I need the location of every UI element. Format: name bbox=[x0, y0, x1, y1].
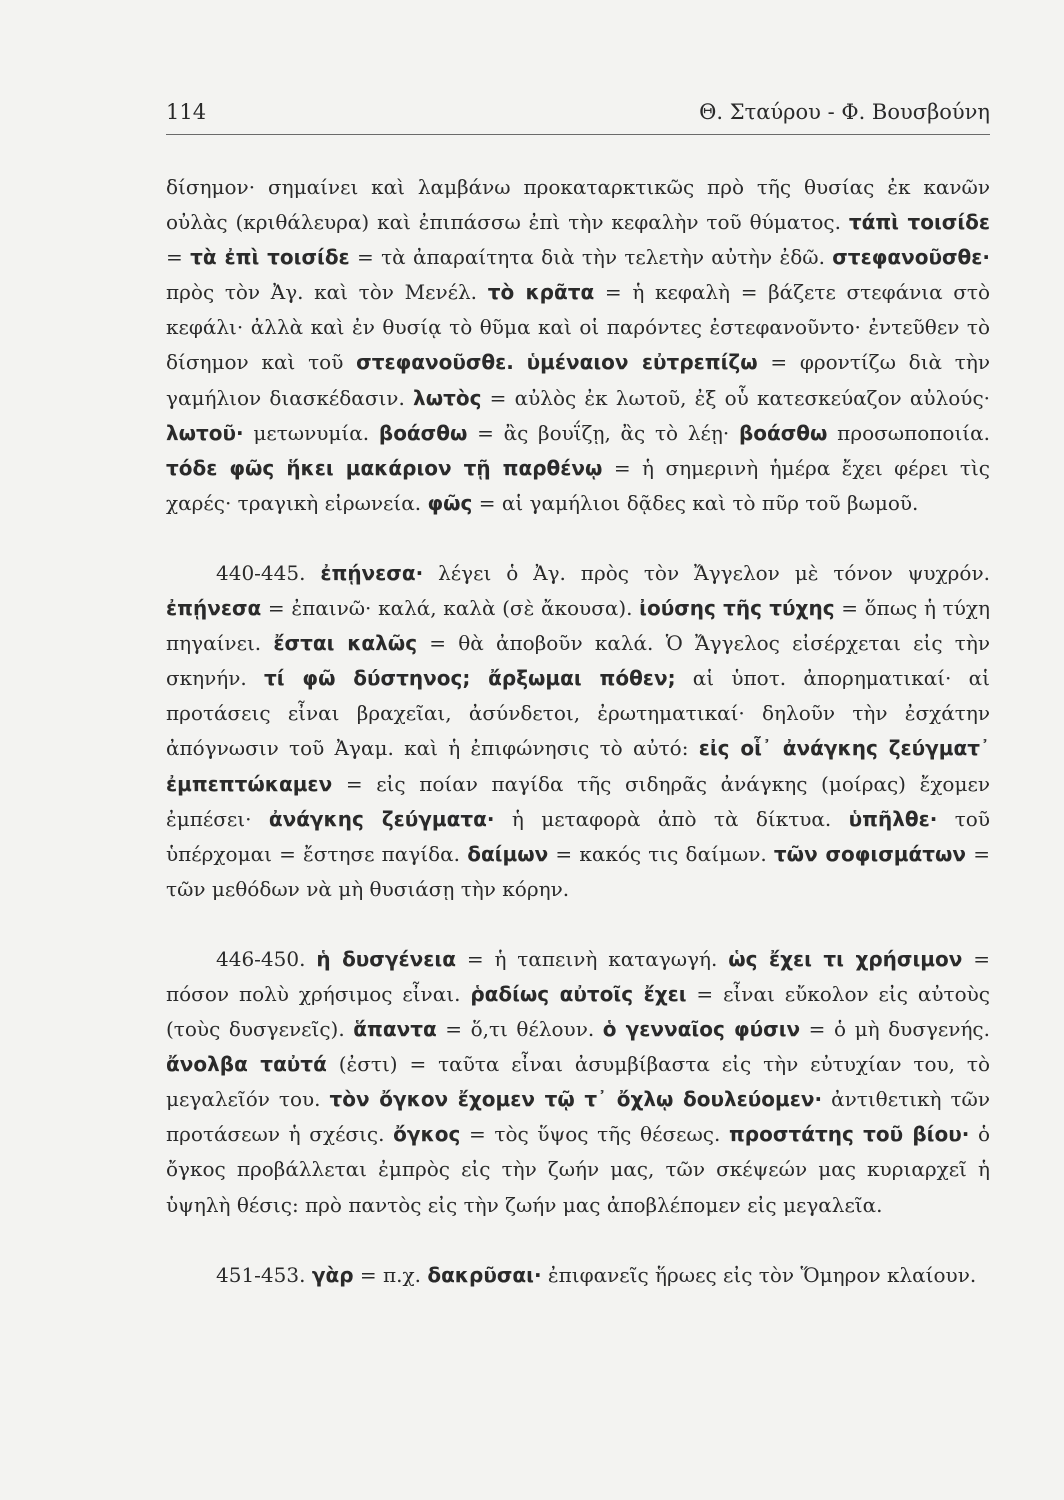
commentary-text: τοῦ ὑπέρχομαι = ἔστησε παγίδα. bbox=[166, 806, 990, 866]
running-header bbox=[166, 96, 990, 130]
lemma: τί φῶ δύστηνος; ἄρξωμαι πόθεν; bbox=[264, 666, 676, 691]
commentary-text: πρὸς τὸν Ἀγ. καὶ τὸν Μενέλ. bbox=[166, 280, 488, 305]
commentary-text: = θὰ ἀποβοῦν καλά. Ὁ Ἄγγελος εἰσέρχεται εἰς τὴν σκηνήν. bbox=[166, 631, 990, 691]
commentary-text: = ἐπαινῶ· καλά, καλὰ (σὲ ἄκουσα). bbox=[261, 596, 640, 621]
lemma: ἅπαντα bbox=[353, 1017, 437, 1042]
commentary-text: μετωνυμία. bbox=[243, 420, 379, 445]
commentary-text: = τὰ ἀπαραίτητα διὰ τὴν τελετὴν αὐτὴν ἐδῶ. bbox=[349, 245, 833, 270]
commentary-text: δίσημον· σημαίνει καὶ λαμβάνω προκαταρκτικῶς πρὸ τῆς θυσίας ἐκ κανῶν οὐλὰς (κριθάλευρα) καὶ ἐπιπάσσω ἐπὶ τὴν κεφαλὴν τοῦ θύματος. bbox=[166, 175, 990, 235]
commentary-text: = ὅπως ἡ τύχη πηγαίνει. bbox=[166, 596, 990, 656]
running-title: Θ. Σταύρου - Φ. Βουσβούνη bbox=[699, 100, 990, 124]
lemma: τάπὶ τοισίδε bbox=[848, 210, 990, 235]
lemma: ἀνάγκης ζεύγματα· bbox=[268, 806, 495, 831]
lemma: ὑπῆλθε· bbox=[848, 806, 938, 831]
commentary-text: 440-445. bbox=[216, 560, 321, 585]
commentary-text: λέγει ὁ Ἀγ. πρὸς τὸν Ἄγγελον μὲ τόνον ψυχρόν. bbox=[423, 560, 990, 585]
lemma: ὑμέναιον εὐτρεπίζω bbox=[526, 350, 758, 375]
commentary-text: = ἡ ταπεινὴ καταγωγή. bbox=[455, 946, 729, 971]
commentary-text: = εἶναι εὔκολον εἰς αὐτοὺς (τοὺς δυσγενεῖς). bbox=[166, 981, 990, 1042]
commentary-text: ἡ μεταφορὰ ἀπὸ τὰ δίκτυα. bbox=[494, 806, 849, 831]
lemma: ἰούσης τῆς τύχης bbox=[639, 596, 835, 621]
lemma: δακρῦσαι· bbox=[427, 1262, 542, 1287]
lemma: γὰρ bbox=[311, 1262, 354, 1287]
commentary-text: 451-453. bbox=[216, 1262, 312, 1287]
lemma: τὰ ἐπὶ τοισίδε bbox=[190, 245, 350, 270]
lemma: ἐπῄνεσα bbox=[166, 596, 262, 621]
lemma: ὁ γενναῖος φύσιν bbox=[602, 1017, 801, 1042]
lemma: λωτὸς bbox=[413, 385, 482, 410]
lemma: ἐπῄνεσα· bbox=[320, 560, 424, 585]
lemma: βοάσθω bbox=[738, 420, 828, 445]
commentary-text: = ὅ,τι θέλουν. bbox=[436, 1017, 603, 1042]
commentary-text: = τὸς ὕψος τῆς θέσεως. bbox=[460, 1122, 729, 1147]
lemma: δαίμων bbox=[467, 841, 549, 866]
commentary-text: = φροντίζω διὰ τὴν γαμήλιον διασκέδασιν. bbox=[166, 350, 991, 410]
lemma: τὸν ὄγκον ἔχομεν τῷ τ᾽ ὄχλῳ δουλεύομεν· bbox=[329, 1087, 823, 1112]
commentary-text: ἀντιθετικὴ τῶν προτάσεων ἡ σχέσις. bbox=[166, 1087, 990, 1147]
lemma: εἰς οἷ᾽ ἀνάγκης ζεύγματ᾽ ἐμπεπτώκαμεν bbox=[166, 736, 990, 796]
lemma: βοάσθω bbox=[378, 420, 468, 445]
lemma: λωτοῦ· bbox=[166, 420, 244, 445]
commentary-text: = τῶν μεθόδων νὰ μὴ θυσιάσῃ τὴν κόρην. bbox=[166, 841, 990, 901]
body-text bbox=[166, 170, 990, 1328]
commentary-text: προσωποποιία. bbox=[827, 420, 990, 445]
commentary-text: = εἰς ποίαν παγίδα τῆς σιδηρᾶς ἀνάγκης (μοίρας) ἔχομεν ἐμπέσει· bbox=[166, 771, 990, 831]
commentary-text: = αὐλὸς ἐκ λωτοῦ, ἐξ οὗ κατεσκεύαζον αὐλούς· bbox=[481, 385, 990, 410]
commentary-text: (ἐστι) = ταῦτα εἶναι ἀσυμβίβαστα εἰς τὴν εὐτυχίαν του, τὸ μεγαλεῖόν του. bbox=[166, 1052, 991, 1112]
paragraph bbox=[166, 170, 990, 521]
commentary-text: = πόσον πολὺ χρήσιμος εἶναι. bbox=[166, 946, 990, 1006]
commentary-text: 446-450. bbox=[216, 946, 317, 971]
commentary-text: = ἂς βουΐζῃ, ἂς τὸ λέῃ· bbox=[467, 420, 739, 445]
paragraph bbox=[166, 1258, 990, 1293]
lemma: ὄγκος bbox=[393, 1122, 461, 1147]
commentary-text: αἱ ὑποτ. ἀπορηματικαί· αἱ προτάσεις εἶναι βραχεῖαι, ἀσύνδετοι, ἐρωτηματικαί· δηλοῦν τὴν ἐσχάτην ἀπόγνωσιν τοῦ Ἀγαμ. καὶ ἡ ἐπιφώνησις τὸ αὐτό: bbox=[166, 666, 990, 761]
lemma: ἔσται καλῶς bbox=[273, 631, 418, 656]
lemma: φῶς bbox=[427, 490, 473, 515]
lemma: στεφανοῦσθε. bbox=[356, 350, 514, 375]
lemma: ὡς ἔχει τι χρήσιμον bbox=[728, 946, 963, 971]
commentary-text bbox=[514, 350, 527, 374]
commentary-text: = π.χ. bbox=[353, 1262, 428, 1287]
lemma: προστάτης τοῦ βίου· bbox=[728, 1122, 970, 1147]
lemma: στεφανοῦσθε· bbox=[832, 245, 991, 270]
commentary-text: = ὁ μὴ δυσγενής. bbox=[800, 1017, 990, 1042]
commentary-text: = bbox=[166, 245, 191, 270]
commentary-text: = κακός τις δαίμων. bbox=[548, 841, 774, 866]
commentary-text: = αἱ γαμήλιοι δᾷδες καὶ τὸ πῦρ τοῦ βωμοῦ. bbox=[472, 490, 919, 515]
commentary-text: ὁ ὄγκος προβάλλεται ἐμπρὸς εἰς τὴν ζωήν μας, τῶν σκέψεών μας κυριαρχεῖ ἡ ὑψηλὴ θέσις: πρὸ παντὸς εἰς τὴν ζωήν μας ἀποβλέπομεν εἰς μεγαλεῖα. bbox=[166, 1122, 990, 1217]
lemma: τὸ κρᾶτα bbox=[487, 280, 595, 305]
paragraph bbox=[166, 556, 990, 907]
lemma: ἄνολβα ταὐτά bbox=[166, 1052, 327, 1077]
header-rule bbox=[166, 134, 990, 135]
commentary-text: ἐπιφανεῖς ἥρωες εἰς τὸν Ὅμηρον κλαίουν. bbox=[541, 1262, 977, 1287]
lemma: ῥαδίως αὐτοῖς ἔχει bbox=[470, 981, 687, 1006]
commentary-text: = ἡ κεφαλὴ = βάζετε στεφάνια στὸ κεφάλι· ἀλλὰ καὶ ἐν θυσίᾳ τὸ θῦμα καὶ οἱ παρόντες ἐστεφανοῦντο· ἐντεῦθεν τὸ δίσημον καὶ τοῦ bbox=[166, 280, 991, 375]
lemma: ἡ δυσγένεια bbox=[316, 946, 456, 971]
paragraph bbox=[166, 942, 990, 1223]
lemma: τόδε φῶς ἥκει μακάριον τῇ παρθένῳ bbox=[166, 455, 603, 480]
commentary-text: = ἡ σημερινὴ ἡμέρα ἔχει φέρει τὶς χαρές· τραγικὴ εἰρωνεία. bbox=[166, 455, 990, 515]
page-number: 114 bbox=[166, 100, 207, 124]
lemma: τῶν σοφισμάτων bbox=[773, 841, 967, 866]
